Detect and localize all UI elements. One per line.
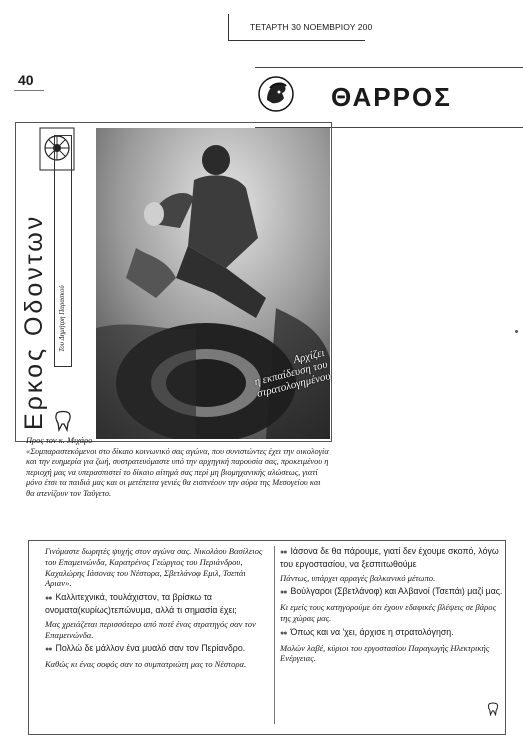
paragraph-text: Πάντως, υπάρχει αρραγές βαλκανικό μέτωπο.: [280, 572, 436, 583]
paragraph-text: Μας χρειάζεται περισσότερο από ποτέ ένας στρατηγός σαν τον Επαμεινώνδα.: [45, 618, 256, 640]
bullet-dots-icon: ●●: [45, 595, 52, 603]
paragraph-text: Γινόμαστε δωρητές ψυχής στον αγώνα σας. Νικολάου Βασίλειος του Επαμεινώνδα, Καρατρένος Γεώργιος του Περιάνδρου, Καχαλώρης Ιάσονας του Νέστορα, Σβετλάνοφ Εμιλ, Τσεπάι Αριαν».: [45, 546, 263, 589]
paragraph-text: Καλλιτεχνικά, τουλάχιστον, τα βρίσκω τα ονοματα(κυρίως)τεπώνυμα, αλλά τι σημασία έχει;: [45, 592, 237, 615]
paragraph-text: Ιάσονα δε θα πάρουμε, γιατί δεν έχουμε σκοπό, λόγω του εργοστασίου, να ξεσπιτωθούμε: [280, 546, 499, 569]
paragraph: [280, 643, 503, 665]
left-column: [45, 546, 270, 673]
intro-text: [26, 436, 331, 499]
column-divider: [274, 546, 275, 724]
masthead-rule-top: [255, 67, 523, 68]
issue-date: ΤΕΤΑΡΤΗ 30 ΝΟΕΜΒΡΙΟΥ 200: [250, 22, 373, 32]
paragraph: [280, 602, 503, 624]
bullet-dots-icon: ●●: [280, 549, 287, 556]
paragraph-text: Μολών λαβέ, κύριοι του εργοστασίου Παραγωγής Ηλεκτρικής Ενέργειας.: [280, 642, 490, 664]
tooth-icon: [486, 702, 500, 716]
intro-body: «Συμπαραστεκόμενοι στο δίκαιο κοινωνικό σας αγώνα, που συνιστώντες έχει την οικολογία και την ευημερία για ζωή, συστρατευόμαστε υπό την αρχηγική παρουσία σας, προκειμένου η περιοχή μας να υπερασπιστεί το δίκαιο αίτημά σας περί μη βιομηχανικής αλώσεως, γιατί μόνο έτσι τα παιδιά μας και οι μετέπειτα γενιές θα εισπνέουν την αύρα της Μεσογείου και θα ατενίζουν τον Ταΰγετο.: [26, 446, 329, 498]
bullet-dots-icon: ●●: [280, 629, 287, 637]
paragraph: [280, 627, 503, 640]
photo-caption: Αρχίζει η εκπαίδευση του στρατολογημένου: [253, 346, 332, 400]
paragraph-text: Κι εμείς τους κατηγορούμε ότι έχουν εδαφικές βλέψεις σε βάρος της χώρας μας.: [280, 602, 497, 623]
tooth-icon: [52, 410, 74, 432]
paragraph: [45, 659, 270, 670]
paragraph: [280, 586, 503, 599]
paragraph: [280, 546, 503, 570]
right-column: [280, 546, 503, 667]
paragraph-text: Καθώς κι ένας σοφός σαν το συμπατριώτη μας το Νέστορα.: [45, 659, 247, 670]
column-title: Ερκος Οδοντων: [20, 213, 48, 430]
bullet-dots-icon: ●●: [45, 646, 52, 654]
newspaper-brand: ΘΑΡΡΟΣ: [331, 82, 452, 112]
print-speck: [515, 330, 518, 333]
paragraph: [45, 592, 270, 616]
paragraph-text: Βούλγαροι (Σβετλάνοφ) και Αλβανοί (Τσεπάι) μαζί μας.: [290, 586, 503, 597]
paragraph: [45, 546, 270, 589]
helmeted-head-icon: [258, 76, 294, 112]
page-number: 40: [18, 72, 34, 88]
paragraph: [45, 643, 270, 656]
bullet-dots-icon: ●●: [280, 589, 287, 597]
paragraph-text: Όπως και να 'χει, άρχισε η στρατολόγηση.: [290, 626, 454, 637]
paragraph: [45, 619, 270, 641]
paragraph: [280, 573, 503, 584]
salutation: Προς τον κ. Μιχάρο: [26, 436, 93, 445]
article-photo: [96, 128, 330, 439]
page-number-rule: [14, 90, 44, 91]
byline: Του Δημήτρη Παρασκού: [58, 285, 66, 352]
paragraph-text: Πολλώ δε μάλλον ένα μυαλό σαν τον Περίανδρο.: [55, 643, 246, 654]
